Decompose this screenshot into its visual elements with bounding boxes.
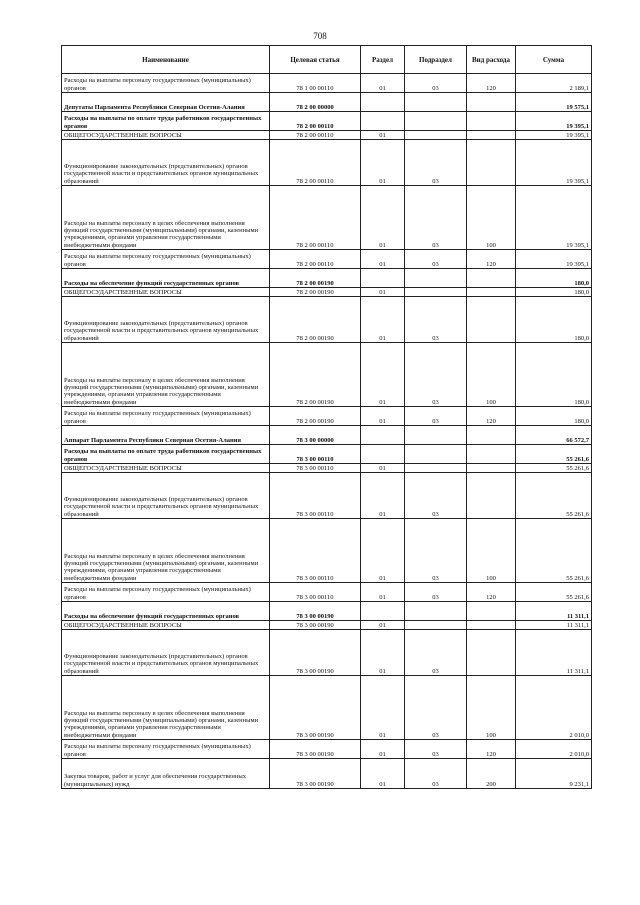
cell-code: 78 2 00 00110 [270, 112, 361, 131]
cell-section: 01 [361, 473, 405, 519]
cell-section: 01 [361, 621, 405, 630]
cell-name: Функционирование законодательных (представительных) органов государственной власти и представительных органов муниципальных образований [62, 473, 270, 519]
cell-section: 01 [361, 250, 405, 269]
table-row [62, 519, 592, 583]
cell-subsection: 03 [405, 343, 467, 407]
cell-section: 01 [361, 676, 405, 740]
cell-name: Депутаты Парламента Республики Северная Осетия-Алания [62, 93, 270, 112]
cell-subsection [405, 288, 467, 297]
table-header [62, 46, 592, 74]
cell-subsection: 03 [405, 583, 467, 602]
cell-name: Расходы на выплаты персоналу в целях обеспечения выполнения функций государственными (муниципальными) органами, казенными учреждениями, органами управления государственными внебюджетными фондами [62, 519, 270, 583]
cell-sum: 55 261,6 [516, 473, 592, 519]
table-body [62, 74, 592, 789]
cell-name: ОБЩЕГОСУДАРСТВЕННЫЕ ВОПРОСЫ [62, 131, 270, 140]
cell-subsection [405, 269, 467, 288]
cell-code: 78 2 00 00110 [270, 140, 361, 186]
cell-code: 78 2 00 00190 [270, 297, 361, 343]
cell-expense-type: 100 [467, 186, 516, 250]
cell-section: 01 [361, 583, 405, 602]
cell-name: Закупка товаров, работ и услуг для обеспечения государственных (муниципальных) нужд [62, 759, 270, 789]
cell-sum: 11 311,1 [516, 621, 592, 630]
cell-code: 78 2 00 00190 [270, 269, 361, 288]
cell-sum: 11 311,1 [516, 630, 592, 676]
cell-expense-type: 120 [467, 740, 516, 759]
cell-subsection: 03 [405, 407, 467, 426]
cell-name: Расходы на выплаты персоналу в целях обеспечения выполнения функций государственными (муниципальными) органами, казенными учреждениями, органами управления государственными внебюджетными фондами [62, 186, 270, 250]
table-row [62, 676, 592, 740]
header-expense-type: Вид расхода [467, 46, 516, 74]
table-row [62, 297, 592, 343]
cell-subsection [405, 131, 467, 140]
table-row [62, 407, 592, 426]
cell-expense-type [467, 269, 516, 288]
budget-table [61, 45, 592, 789]
cell-name: ОБЩЕГОСУДАРСТВЕННЫЕ ВОПРОСЫ [62, 464, 270, 473]
cell-code: 78 2 00 00000 [270, 93, 361, 112]
cell-name: Расходы на выплаты персоналу в целях обеспечения выполнения функций государственными (муниципальными) органами, казенными учреждениями, органами управления государственными внебюджетными фондами [62, 676, 270, 740]
cell-expense-type: 120 [467, 250, 516, 269]
cell-expense-type: 120 [467, 74, 516, 93]
cell-subsection [405, 112, 467, 131]
cell-code: 78 3 00 00190 [270, 630, 361, 676]
table-row [62, 288, 592, 297]
cell-name: Расходы на обеспечение функций государственных органов [62, 269, 270, 288]
cell-name: Расходы на выплаты персоналу государственных (муниципальных) органов [62, 740, 270, 759]
cell-sum: 11 311,1 [516, 602, 592, 621]
cell-name: Расходы на выплаты персоналу государственных (муниципальных) органов [62, 583, 270, 602]
cell-expense-type [467, 93, 516, 112]
cell-code: 78 1 00 00110 [270, 74, 361, 93]
cell-expense-type [467, 630, 516, 676]
header-name: Наименование [62, 46, 270, 74]
cell-expense-type: 200 [467, 759, 516, 789]
cell-sum: 55 261,6 [516, 445, 592, 464]
cell-sum: 66 572,7 [516, 426, 592, 445]
cell-sum: 55 261,6 [516, 583, 592, 602]
table-row [62, 186, 592, 250]
cell-subsection [405, 426, 467, 445]
cell-name: Функционирование законодательных (представительных) органов государственной власти и представительных органов муниципальных образований [62, 630, 270, 676]
cell-sum: 180,0 [516, 297, 592, 343]
cell-subsection [405, 602, 467, 621]
cell-section: 01 [361, 297, 405, 343]
table-row [62, 630, 592, 676]
cell-sum: 2 010,0 [516, 676, 592, 740]
cell-expense-type: 120 [467, 583, 516, 602]
cell-expense-type: 120 [467, 407, 516, 426]
cell-sum: 2 010,0 [516, 740, 592, 759]
table-row [62, 269, 592, 288]
cell-name: ОБЩЕГОСУДАРСТВЕННЫЕ ВОПРОСЫ [62, 288, 270, 297]
cell-sum: 19 395,1 [516, 250, 592, 269]
cell-section: 01 [361, 74, 405, 93]
cell-subsection [405, 445, 467, 464]
cell-section [361, 269, 405, 288]
cell-sum: 19 395,1 [516, 186, 592, 250]
cell-sum: 180,0 [516, 343, 592, 407]
table-row [62, 93, 592, 112]
cell-sum: 55 261,6 [516, 519, 592, 583]
header-code: Целевая статья [270, 46, 361, 74]
header-subsection: Подраздел [405, 46, 467, 74]
table-row [62, 759, 592, 789]
header-sum: Сумма [516, 46, 592, 74]
cell-code: 78 3 00 00190 [270, 759, 361, 789]
cell-code: 78 3 00 00110 [270, 445, 361, 464]
cell-section: 01 [361, 407, 405, 426]
cell-subsection: 03 [405, 297, 467, 343]
table-row [62, 464, 592, 473]
cell-section: 01 [361, 343, 405, 407]
cell-code: 78 3 00 00190 [270, 602, 361, 621]
cell-code: 78 3 00 00110 [270, 464, 361, 473]
table-row [62, 250, 592, 269]
cell-sum: 180,0 [516, 407, 592, 426]
cell-name: Аппарат Парламента Республики Северная Осетия-Алания [62, 426, 270, 445]
table-row [62, 112, 592, 131]
table-row [62, 473, 592, 519]
page-number: 708 [313, 31, 327, 41]
cell-expense-type [467, 140, 516, 186]
cell-code: 78 2 00 00190 [270, 343, 361, 407]
cell-section: 01 [361, 740, 405, 759]
table-row [62, 343, 592, 407]
cell-expense-type [467, 445, 516, 464]
cell-name: Функционирование законодательных (представительных) органов государственной власти и представительных органов муниципальных образований [62, 297, 270, 343]
cell-sum: 9 231,1 [516, 759, 592, 789]
cell-section: 01 [361, 186, 405, 250]
cell-expense-type: 100 [467, 343, 516, 407]
cell-name: ОБЩЕГОСУДАРСТВЕННЫЕ ВОПРОСЫ [62, 621, 270, 630]
cell-name: Расходы на выплаты персоналу государственных (муниципальных) органов [62, 407, 270, 426]
cell-subsection: 03 [405, 473, 467, 519]
cell-name: Расходы на выплаты персоналу государственных (муниципальных) органов [62, 74, 270, 93]
cell-section: 01 [361, 140, 405, 186]
cell-code: 78 3 00 00000 [270, 426, 361, 445]
cell-code: 78 3 00 00190 [270, 740, 361, 759]
table-row [62, 426, 592, 445]
cell-subsection [405, 464, 467, 473]
cell-expense-type: 100 [467, 676, 516, 740]
cell-subsection: 03 [405, 250, 467, 269]
header-section: Раздел [361, 46, 405, 74]
cell-code: 78 3 00 00190 [270, 676, 361, 740]
cell-sum: 19 395,1 [516, 112, 592, 131]
cell-sum: 2 189,1 [516, 74, 592, 93]
cell-section [361, 112, 405, 131]
cell-sum: 55 261,6 [516, 464, 592, 473]
cell-code: 78 3 00 00110 [270, 473, 361, 519]
cell-expense-type [467, 112, 516, 131]
cell-name: Расходы на выплаты персоналу в целях обеспечения выполнения функций государственными (муниципальными) органами, казенными учреждениями, органами управления государственными внебюджетными фондами [62, 343, 270, 407]
cell-code: 78 3 00 00110 [270, 519, 361, 583]
cell-expense-type [467, 297, 516, 343]
cell-name: Функционирование законодательных (представительных) органов государственной власти и представительных органов муниципальных образований [62, 140, 270, 186]
cell-code: 78 2 00 00110 [270, 250, 361, 269]
cell-expense-type [467, 131, 516, 140]
cell-expense-type [467, 602, 516, 621]
cell-sum: 180,0 [516, 288, 592, 297]
cell-sum: 19 395,1 [516, 131, 592, 140]
cell-name: Расходы на выплаты персоналу государственных (муниципальных) органов [62, 250, 270, 269]
cell-section: 01 [361, 759, 405, 789]
cell-subsection: 03 [405, 74, 467, 93]
cell-sum: 180,0 [516, 269, 592, 288]
cell-sum: 19 395,1 [516, 140, 592, 186]
cell-sum: 19 575,1 [516, 93, 592, 112]
cell-section [361, 93, 405, 112]
cell-code: 78 3 00 00190 [270, 621, 361, 630]
cell-section: 01 [361, 288, 405, 297]
table-row [62, 445, 592, 464]
table-row [62, 74, 592, 93]
table-row [62, 140, 592, 186]
cell-name: Расходы на обеспечение функций государственных органов [62, 602, 270, 621]
cell-subsection [405, 93, 467, 112]
cell-expense-type: 100 [467, 519, 516, 583]
table-row [62, 740, 592, 759]
cell-subsection [405, 621, 467, 630]
cell-name: Расходы на выплаты по оплате труда работников государственных органов [62, 112, 270, 131]
table-row [62, 602, 592, 621]
cell-code: 78 2 00 00190 [270, 407, 361, 426]
cell-subsection: 03 [405, 140, 467, 186]
cell-section [361, 445, 405, 464]
cell-subsection: 03 [405, 759, 467, 789]
cell-section: 01 [361, 131, 405, 140]
cell-expense-type [467, 473, 516, 519]
cell-section: 01 [361, 464, 405, 473]
cell-name: Расходы на выплаты по оплате труда работников государственных органов [62, 445, 270, 464]
cell-code: 78 2 00 00110 [270, 186, 361, 250]
cell-subsection: 03 [405, 740, 467, 759]
table-row [62, 583, 592, 602]
cell-subsection: 03 [405, 519, 467, 583]
cell-code: 78 2 00 00190 [270, 288, 361, 297]
cell-expense-type [467, 621, 516, 630]
table-row [62, 131, 592, 140]
cell-section [361, 602, 405, 621]
cell-subsection: 03 [405, 186, 467, 250]
cell-section [361, 426, 405, 445]
cell-section: 01 [361, 519, 405, 583]
cell-expense-type [467, 426, 516, 445]
table-row [62, 621, 592, 630]
cell-section: 01 [361, 630, 405, 676]
cell-code: 78 3 00 00110 [270, 583, 361, 602]
cell-expense-type [467, 464, 516, 473]
cell-code: 78 2 00 00110 [270, 131, 361, 140]
cell-expense-type [467, 288, 516, 297]
cell-subsection: 03 [405, 676, 467, 740]
cell-subsection: 03 [405, 630, 467, 676]
